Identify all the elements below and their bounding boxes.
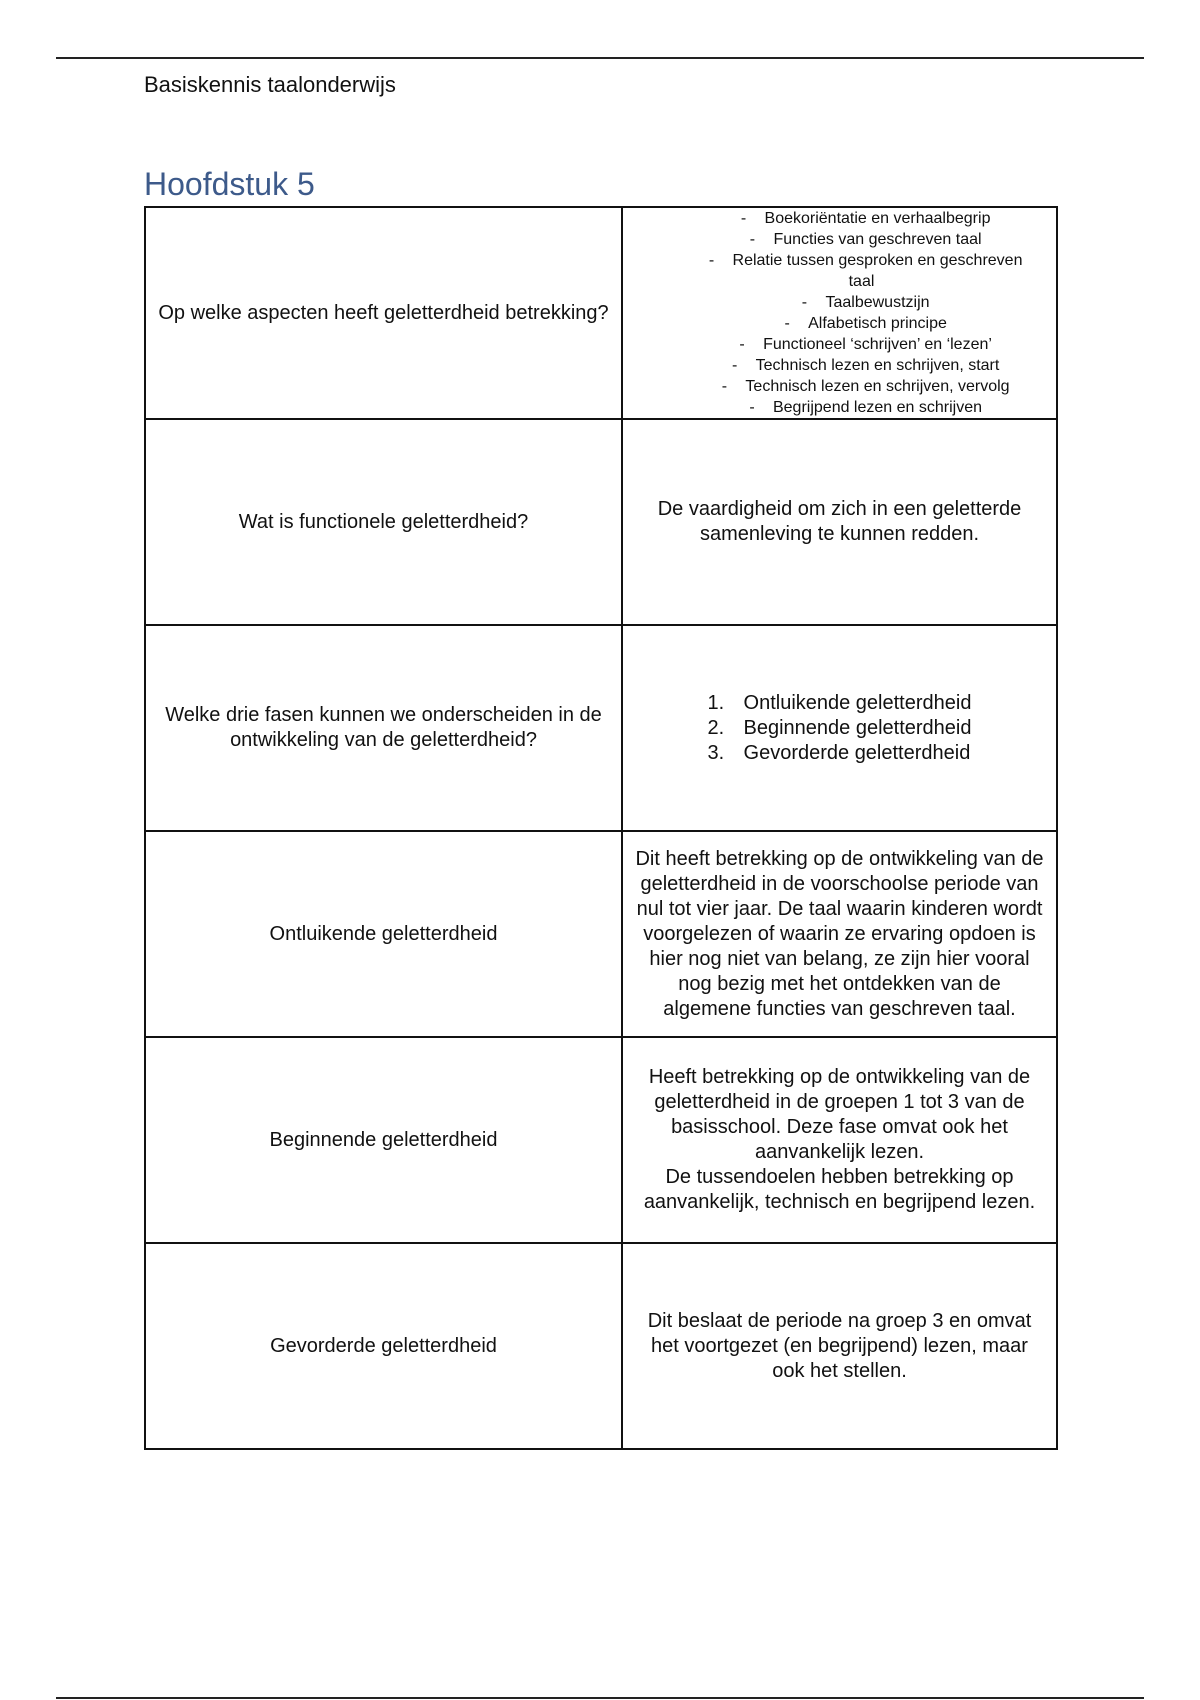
table-row (145, 831, 1057, 1037)
dash-marker: - (739, 336, 745, 353)
aspects-list (633, 208, 1046, 418)
answer-paragraph: Heeft betrekking op de ontwikkeling van de geletterdheid in de groepen 1 tot 3 van de basisschool. Deze fase omvat ook het aanvankelijk lezen. (648, 1066, 1031, 1163)
footer-rule (56, 1697, 1144, 1699)
header-rule (56, 57, 1144, 59)
question-cell: Wat is functionele geletterdheid? (145, 419, 622, 625)
answer-cell: De vaardigheid om zich in een geletterde samenleving te kunnen redden. (622, 419, 1057, 625)
list-item: - Alfabetisch principe (693, 313, 1030, 334)
dash-marker: - (740, 210, 747, 227)
answer-cell: Dit heeft betrekking op de ontwikkeling van de geletterdheid in de voorschoolse periode van nul tot vier jaar. De taal waarin kinderen wordt voorgelezen of waarin ze ervaring opdoen is hier nog niet van belang, ze zijn hier vooral nog bezig met het ontdekken van de algemene functies van geschreven taal. (622, 831, 1057, 1037)
list-item: 2. Beginnende geletterdheid (707, 716, 972, 739)
answer-paragraph: De tussendoelen hebben betrekking op aanvankelijk, technisch en begrijpend lezen. (643, 1166, 1036, 1213)
list-item: - Technisch lezen en schrijven, vervolg (693, 376, 1030, 397)
dash-marker: - (801, 294, 808, 311)
list-item: 1. Ontluikende geletterdheid (707, 691, 972, 714)
list-item: - Technisch lezen en schrijven, start (693, 355, 1030, 376)
dash-marker: - (749, 399, 755, 416)
dash-marker: - (731, 357, 738, 374)
table-row (145, 207, 1057, 419)
list-item: 3. Gevorderde geletterdheid (707, 741, 971, 764)
list-item: - Functioneel ‘schrijven’ en ‘lezen’ (693, 334, 1030, 355)
answer-cell (622, 1037, 1057, 1243)
list-item: - Taalbewustzijn (693, 292, 1030, 313)
list-item: - Functies van geschreven taal (693, 229, 1030, 250)
dash-marker: - (708, 252, 715, 269)
dash-marker: - (749, 231, 756, 248)
question-cell: Welke drie fasen kunnen we onderscheiden in de ontwikkeling van de geletterdheid? (145, 625, 622, 831)
question-cell: Ontluikende geletterdheid (145, 831, 622, 1037)
list-item: - Boekoriëntatie en verhaalbegrip (693, 208, 1030, 229)
answer-cell (622, 207, 1057, 419)
table-row (145, 419, 1057, 625)
list-item: - Begrijpend lezen en schrijven (693, 397, 1030, 418)
table-row (145, 1243, 1057, 1449)
chapter-title: Hoofdstuk 5 (144, 166, 315, 202)
qa-table (144, 206, 1058, 1450)
document-header: Basiskennis taalonderwijs (144, 72, 396, 97)
answer-cell: Dit beslaat de periode na groep 3 en omvat het voortgezet (en begrijpend) lezen, maar ook het stellen. (622, 1243, 1057, 1449)
question-cell: Gevorderde geletterdheid (145, 1243, 622, 1449)
list-item: - Relatie tussen gesproken en geschreven taal (693, 250, 1030, 292)
answer-cell (622, 625, 1057, 831)
table-row (145, 1037, 1057, 1243)
phases-list (708, 691, 972, 766)
question-cell: Op welke aspecten heeft geletterdheid betrekking? (145, 207, 622, 419)
question-cell: Beginnende geletterdheid (145, 1037, 622, 1243)
dash-marker: - (721, 378, 728, 395)
dash-marker: - (784, 315, 790, 332)
table-row (145, 625, 1057, 831)
